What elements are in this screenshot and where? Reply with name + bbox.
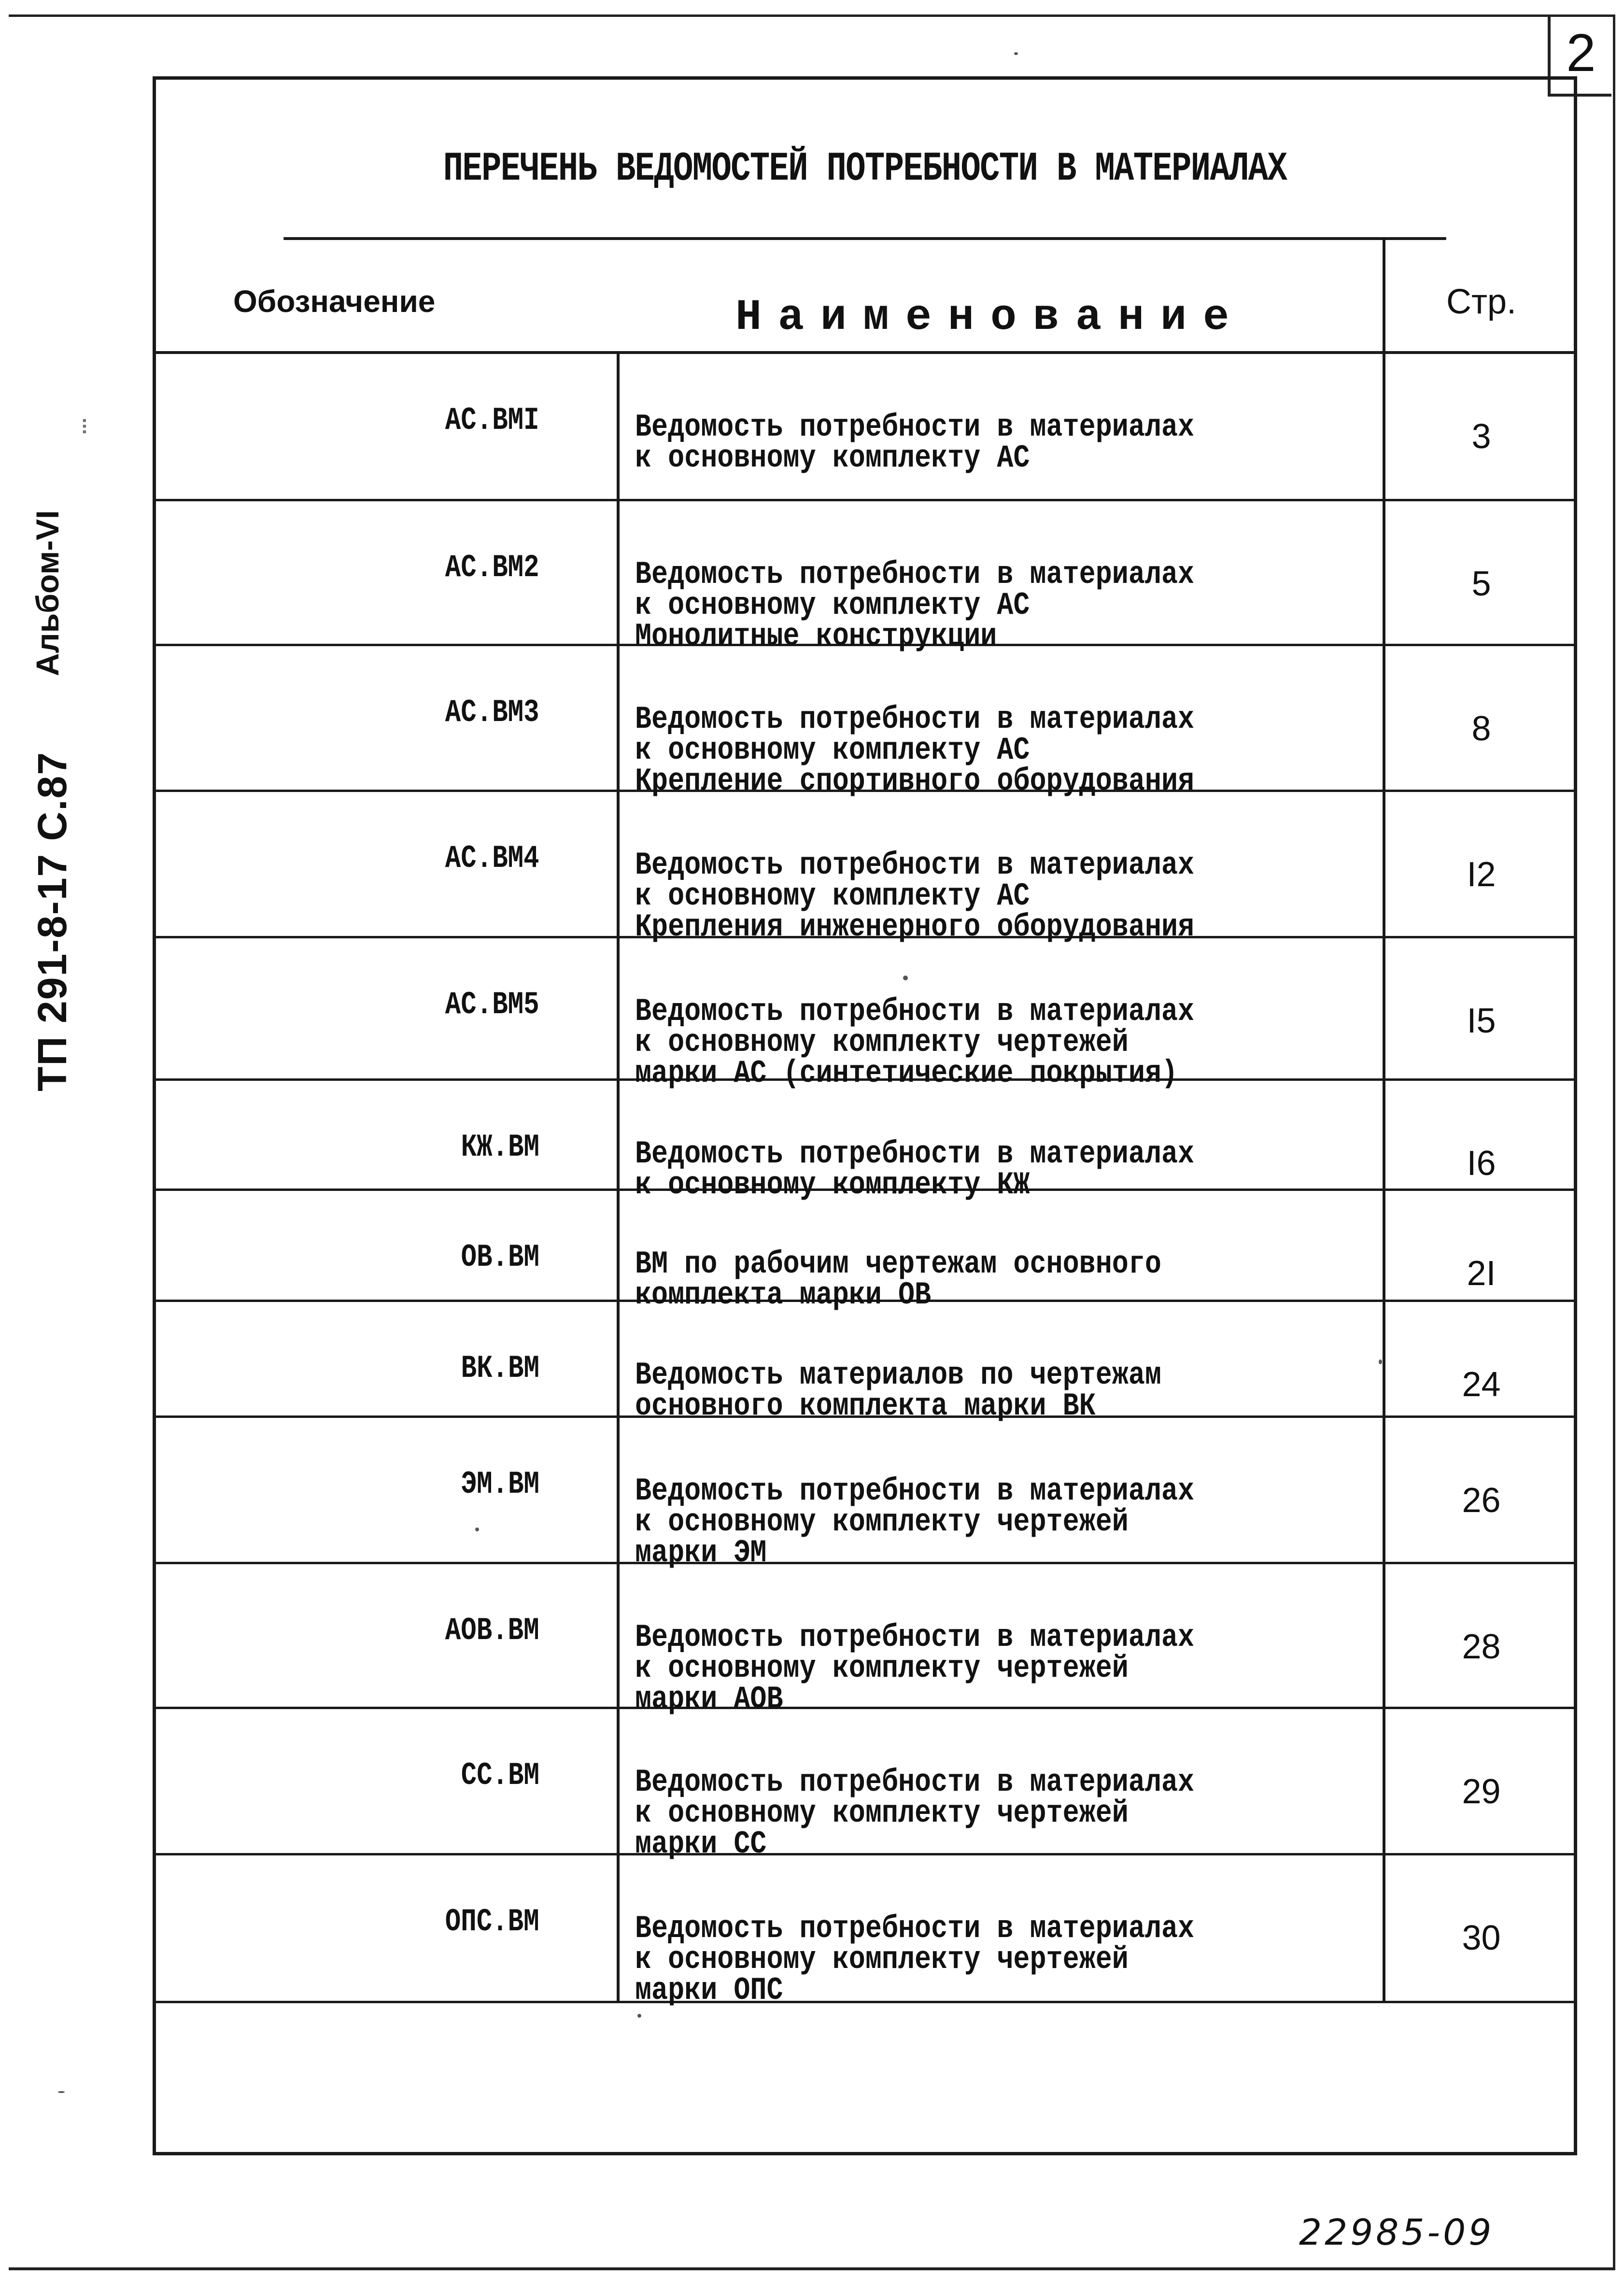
row-name-line: к основному комплекту АС — [635, 587, 1030, 623]
row-code: ЭМ.ВМ — [461, 1466, 539, 1502]
row-name — [635, 993, 1379, 1091]
row-name-line: Ведомость потребности в материалах — [635, 1910, 1195, 1947]
scan-speck — [903, 976, 908, 980]
row-name — [635, 1473, 1379, 1571]
row-page: 29 — [1462, 1772, 1501, 1811]
row-page: 30 — [1462, 1919, 1501, 1957]
row-name-line: Ведомость потребности в материалах — [635, 1136, 1195, 1172]
table-row — [156, 1081, 1574, 1203]
side-album-label: Альбом-VI — [29, 510, 65, 676]
row-page: 8 — [1471, 709, 1491, 748]
row-name-line: к основному комплекту АС — [635, 878, 1030, 914]
row-code: АОВ.ВМ — [445, 1613, 539, 1649]
row-code: АС.ВМ2 — [445, 550, 539, 586]
row-name-line: Крепления инженерного оборудования — [635, 909, 1195, 945]
row-code: КЖ.ВМ — [461, 1129, 539, 1165]
row-name-line: Ведомость потребности в материалах — [635, 409, 1195, 445]
row-name-line: Крепление спортивного оборудования — [635, 763, 1195, 799]
scan-speck — [1014, 52, 1018, 55]
row-code-cell — [156, 1564, 620, 1707]
footer-number: 22985-09 — [1299, 2212, 1495, 2253]
row-name — [635, 1764, 1379, 1862]
row-name-line: Монолитные конструкции — [635, 618, 997, 654]
row-page-cell — [1383, 1855, 1577, 2001]
row-page: 3 — [1471, 417, 1491, 456]
row-code-cell — [156, 354, 620, 499]
table-row — [156, 1302, 1574, 1424]
row-code-cell — [156, 1191, 620, 1300]
row-name-line: марки АС (синтетические покрытия) — [635, 1055, 1178, 1091]
row-page: I5 — [1467, 1002, 1496, 1040]
row-name-line: к основному комплекту АС — [635, 732, 1030, 768]
row-name — [635, 409, 1379, 476]
row-page-cell — [1383, 646, 1577, 790]
row-name-line: Ведомость потребности в материалах — [635, 1619, 1195, 1655]
row-name-line: марки ЭМ — [635, 1535, 767, 1571]
row-page: 26 — [1462, 1481, 1501, 1520]
scan-speck — [58, 2091, 65, 2093]
row-code: ОПС.ВМ — [445, 1904, 539, 1940]
row-code: АС.ВМI — [445, 402, 539, 439]
table-row — [156, 354, 1574, 501]
row-code-cell — [156, 938, 620, 1078]
materials-table — [153, 76, 1577, 2155]
row-name — [635, 1910, 1379, 2009]
row-name-line: к основному комплекту чертежей — [635, 1650, 1129, 1686]
row-name — [635, 1357, 1379, 1424]
row-name-line: основного комплекта марки ВК — [635, 1388, 1096, 1424]
row-code-cell — [156, 1081, 620, 1189]
row-code: АС.ВМ4 — [445, 840, 539, 877]
row-name-line: к основному комплекту чертежей — [635, 1504, 1129, 1540]
row-name-line: Ведомость потребности в материалах — [635, 1473, 1195, 1509]
row-code: ВК.ВМ — [461, 1350, 539, 1387]
row-name — [635, 1619, 1379, 1717]
table-row — [156, 646, 1574, 799]
row-name — [635, 847, 1379, 945]
row-page-cell — [1383, 938, 1577, 1078]
row-name-line: Ведомость потребности в материалах — [635, 993, 1195, 1030]
table-row — [156, 792, 1574, 945]
page-title: ПЕРЕЧЕНЬ ВЕДОМОСТЕЙ ПОТРЕБНОСТИ В МАТЕРИАЛАХ — [283, 80, 1446, 240]
header-page: Стр. — [1383, 240, 1577, 351]
row-name-line: Ведомость потребности в материалах — [635, 701, 1195, 737]
row-name-line: марки СС — [635, 1826, 767, 1862]
row-code-cell — [156, 1418, 620, 1562]
row-page-cell — [1383, 1302, 1577, 1415]
row-name-line: марки ОПС — [635, 1972, 783, 2009]
row-page-cell — [1383, 1081, 1577, 1189]
row-code: СС.ВМ — [461, 1757, 539, 1794]
row-name-line: к основному комплекту чертежей — [635, 1795, 1129, 1831]
row-name-line: Ведомость потребности в материалах — [635, 1764, 1195, 1800]
row-name-line: марки АОВ — [635, 1681, 783, 1717]
row-name-line: комплекта марки ОВ — [635, 1277, 932, 1313]
row-name — [635, 1246, 1379, 1313]
row-page: 24 — [1462, 1365, 1501, 1404]
row-code-cell — [156, 646, 620, 790]
row-code: АС.ВМ3 — [445, 694, 539, 731]
table-row — [156, 1418, 1574, 1571]
table-row — [156, 938, 1574, 1091]
row-name-line: Ведомость материалов по чертежам — [635, 1357, 1161, 1393]
row-name-line: к основному комплекту КЖ — [635, 1167, 1030, 1203]
table-header — [156, 240, 1574, 354]
row-page: I6 — [1467, 1144, 1496, 1183]
row-code-cell — [156, 501, 620, 644]
table-row — [156, 1564, 1574, 1717]
row-page: 5 — [1471, 565, 1491, 603]
row-page: 28 — [1462, 1627, 1501, 1666]
side-document-code: ТП 291-8-17 С.87 — [29, 751, 75, 1091]
row-code: АС.ВМ5 — [445, 987, 539, 1023]
scan-speck — [1379, 1359, 1382, 1364]
row-name-line: Ведомость потребности в материалах — [635, 556, 1195, 593]
header-code: Обозначение — [233, 284, 436, 319]
row-page-cell — [1383, 792, 1577, 936]
row-page: I2 — [1467, 855, 1496, 894]
row-name-line: к основному комплекту чертежей — [635, 1024, 1129, 1061]
row-code: ОВ.ВМ — [461, 1239, 539, 1275]
row-code-cell — [156, 1302, 620, 1415]
side-stamp: ... — [68, 417, 90, 435]
sheet-number: 2 — [1548, 14, 1611, 97]
scan-speck — [637, 2014, 641, 2018]
row-page-cell — [1383, 501, 1577, 644]
row-name-line: Ведомость потребности в материалах — [635, 847, 1195, 883]
table-row — [156, 501, 1574, 654]
row-page-cell — [1383, 1709, 1577, 1853]
row-name — [635, 556, 1379, 654]
row-name-line: ВМ по рабочим чертежам основного — [635, 1246, 1161, 1282]
row-name — [635, 701, 1379, 799]
row-page-cell — [1383, 1564, 1577, 1707]
table-row — [156, 1191, 1574, 1313]
row-code-cell — [156, 1709, 620, 1853]
header-name: Наименование — [735, 293, 1246, 342]
row-page-cell — [1383, 1191, 1577, 1300]
scan-speck — [475, 1528, 479, 1531]
row-page-cell — [1383, 1418, 1577, 1562]
row-name-line: к основному комплекту чертежей — [635, 1941, 1129, 1978]
row-page: 2I — [1467, 1254, 1496, 1293]
row-code-cell — [156, 1855, 620, 2001]
row-code-cell — [156, 792, 620, 936]
row-name-line: к основному комплекту АС — [635, 440, 1030, 476]
table-row — [156, 1709, 1574, 1862]
row-page-cell — [1383, 354, 1577, 499]
table-row — [156, 1855, 1574, 2009]
